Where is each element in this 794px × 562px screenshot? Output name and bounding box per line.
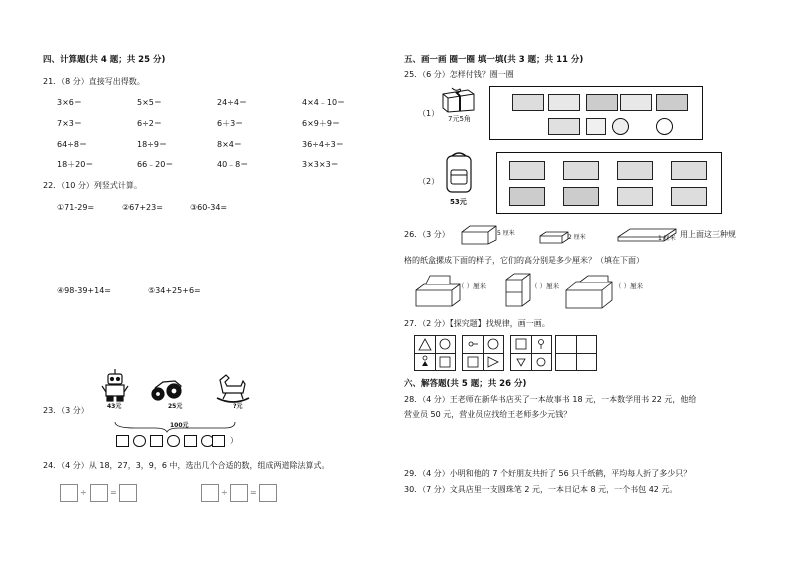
q26-ans-3[interactable]: （ ）厘米 xyxy=(615,282,644,290)
q23-price3: ?元 xyxy=(233,403,243,410)
banknote-icon[interactable] xyxy=(586,94,618,111)
q25-item1-price: 7元5角 xyxy=(448,115,471,123)
banknote-icon[interactable] xyxy=(617,187,653,206)
q21-r4c4: 3×3×3＝ xyxy=(302,160,339,169)
q26-unit-c: 1 厘米 xyxy=(658,235,676,242)
q21-r2c4: 6×9＋9＝ xyxy=(302,119,340,128)
q22-item4: ④98-39+14= xyxy=(57,286,112,295)
robot-icon xyxy=(102,369,128,401)
toy-car-icon xyxy=(152,381,181,400)
gift-box-icon xyxy=(438,86,478,114)
q26-stacks xyxy=(410,270,650,310)
q28-line2: 营业员 50 元，营业员应找给王老师多少元钱？ xyxy=(404,410,572,419)
answer-box[interactable] xyxy=(184,435,197,447)
banknote-icon[interactable] xyxy=(509,161,545,180)
section6-title: 六、解答题(共 5 题；共 26 分) xyxy=(404,379,527,389)
q21-r4c3: 40﹣8＝ xyxy=(217,160,249,169)
q21-r4c1: 18＋20＝ xyxy=(57,160,94,169)
banknote-icon[interactable] xyxy=(548,118,580,135)
q24-box-1b[interactable] xyxy=(90,484,108,502)
section5-title: 五、画一画 圈一圈 填一填(共 3 题；共 11 分) xyxy=(404,55,584,65)
answer-box[interactable] xyxy=(133,435,146,447)
q21-r3c3: 8×4＝ xyxy=(217,140,242,149)
q22-item3: ③60-34= xyxy=(190,203,228,212)
q21-r2c2: 6÷2＝ xyxy=(137,119,162,128)
q21-label: 21．（8 分）直接写出得数。 xyxy=(43,77,145,86)
q24-div-2: ÷ xyxy=(221,488,228,497)
rocking-horse-icon xyxy=(217,375,249,402)
q24-box-1a[interactable] xyxy=(60,484,78,502)
q23-label: 23．（3 分） xyxy=(43,406,89,415)
answer-box[interactable] xyxy=(212,435,225,447)
q26-ans-2[interactable]: （ ）厘米 xyxy=(531,282,560,290)
q27-answer-grid[interactable] xyxy=(555,335,597,371)
q29: 29．（4 分）小明和他的 7 个好朋友共折了 56 只千纸鹤，平均每人折了多少只？ xyxy=(404,469,692,478)
q26-unit-b: 2 厘米 xyxy=(568,234,586,241)
banknote-icon[interactable] xyxy=(620,94,652,111)
coin-icon[interactable] xyxy=(656,118,673,135)
q26-unit-a: 5 厘米 xyxy=(497,230,515,237)
coin-icon[interactable] xyxy=(612,118,629,135)
q26-ans-1[interactable]: （ ）厘米 xyxy=(458,282,487,290)
q24-eq-1: = xyxy=(110,488,117,497)
q25-item2-price: 53元 xyxy=(450,198,467,206)
q27-pattern-group-2 xyxy=(462,335,504,371)
q27-pattern-group-3 xyxy=(510,335,552,371)
q21-r2c1: 7×3＝ xyxy=(57,119,82,128)
q21-r1c1: 3×6＝ xyxy=(57,98,82,107)
q24-box-2b[interactable] xyxy=(230,484,248,502)
q22-label: 22．（10 分）列竖式计算。 xyxy=(43,181,142,190)
q22-item5: ⑤34+25+6= xyxy=(148,286,201,295)
q22-item1: ①71-29= xyxy=(57,203,95,212)
q21-r3c4: 36÷4÷3＝ xyxy=(302,140,344,149)
q23-price2: 25元 xyxy=(168,403,183,410)
q23-close-paren: ） xyxy=(230,436,238,445)
q26-line2: 格的纸盒摞成下面的样子，它们的高分别是多少厘米？（填在下面） xyxy=(404,256,644,265)
q24-box-2a[interactable] xyxy=(201,484,219,502)
banknote-icon[interactable] xyxy=(671,161,707,180)
q25-label: 25．（6 分）怎样付钱？圈一圈 xyxy=(404,70,514,79)
q21-r3c1: 64÷8＝ xyxy=(57,140,87,149)
q21-r1c3: 24÷4＝ xyxy=(217,98,247,107)
answer-box[interactable] xyxy=(150,435,163,447)
backpack-icon xyxy=(442,150,476,196)
banknote-icon[interactable] xyxy=(586,118,606,135)
banknote-icon[interactable] xyxy=(656,94,688,111)
q23-answer-boxes xyxy=(116,433,226,447)
section4-title: 四、计算题(共 4 题；共 25 分) xyxy=(43,55,166,65)
q28-line1: 28．（4 分）王老师在新华书店买了一本故事书 18 元，一本数学用书 22 元，他给 xyxy=(404,395,697,404)
q24-box-2c[interactable] xyxy=(259,484,277,502)
q22-item2: ②67+23= xyxy=(122,203,163,212)
banknote-icon[interactable] xyxy=(548,94,580,111)
q25-item2-index: （2） xyxy=(418,177,440,186)
q25-money-panel-1 xyxy=(489,86,703,140)
banknote-icon[interactable] xyxy=(563,161,599,180)
q23-total: 100元 xyxy=(170,422,189,429)
q21-r2c3: 6＋3＝ xyxy=(217,119,244,128)
banknote-icon[interactable] xyxy=(509,187,545,206)
q21-r4c2: 66﹣20＝ xyxy=(137,160,174,169)
answer-box[interactable] xyxy=(167,435,180,447)
banknote-icon[interactable] xyxy=(617,161,653,180)
banknote-icon[interactable] xyxy=(512,94,544,111)
q21-r1c2: 5×5＝ xyxy=(137,98,162,107)
q24-box-1c[interactable] xyxy=(119,484,137,502)
answer-box[interactable] xyxy=(116,435,129,447)
q24-eq-2: = xyxy=(250,488,257,497)
q25-money-panel-2 xyxy=(496,152,722,214)
q30: 30．（7 分）文具店里一支圆珠笔 2 元，一本日记本 8 元，一个书包 42 元。 xyxy=(404,485,678,494)
q23-price1: 43元 xyxy=(107,403,122,410)
q21-r3c2: 18÷9＝ xyxy=(137,140,167,149)
q25-item1-index: （1） xyxy=(418,109,440,118)
banknote-icon[interactable] xyxy=(671,187,707,206)
q26-tail: 用上面这三种规 xyxy=(680,230,736,239)
q24-div-1: ÷ xyxy=(80,488,87,497)
q24-label: 24．（4 分）从 18，27，3，9，6 中，选出几个合适的数，组成两道除法算式。 xyxy=(43,461,330,470)
banknote-icon[interactable] xyxy=(563,187,599,206)
q21-r1c4: 4×4﹣10＝ xyxy=(302,98,346,107)
q27-pattern-group-1 xyxy=(414,335,456,371)
q26-label: 26．（3 分） xyxy=(404,230,450,239)
q27-label: 27．（2 分）【探究题】找规律，画一画。 xyxy=(404,319,550,328)
